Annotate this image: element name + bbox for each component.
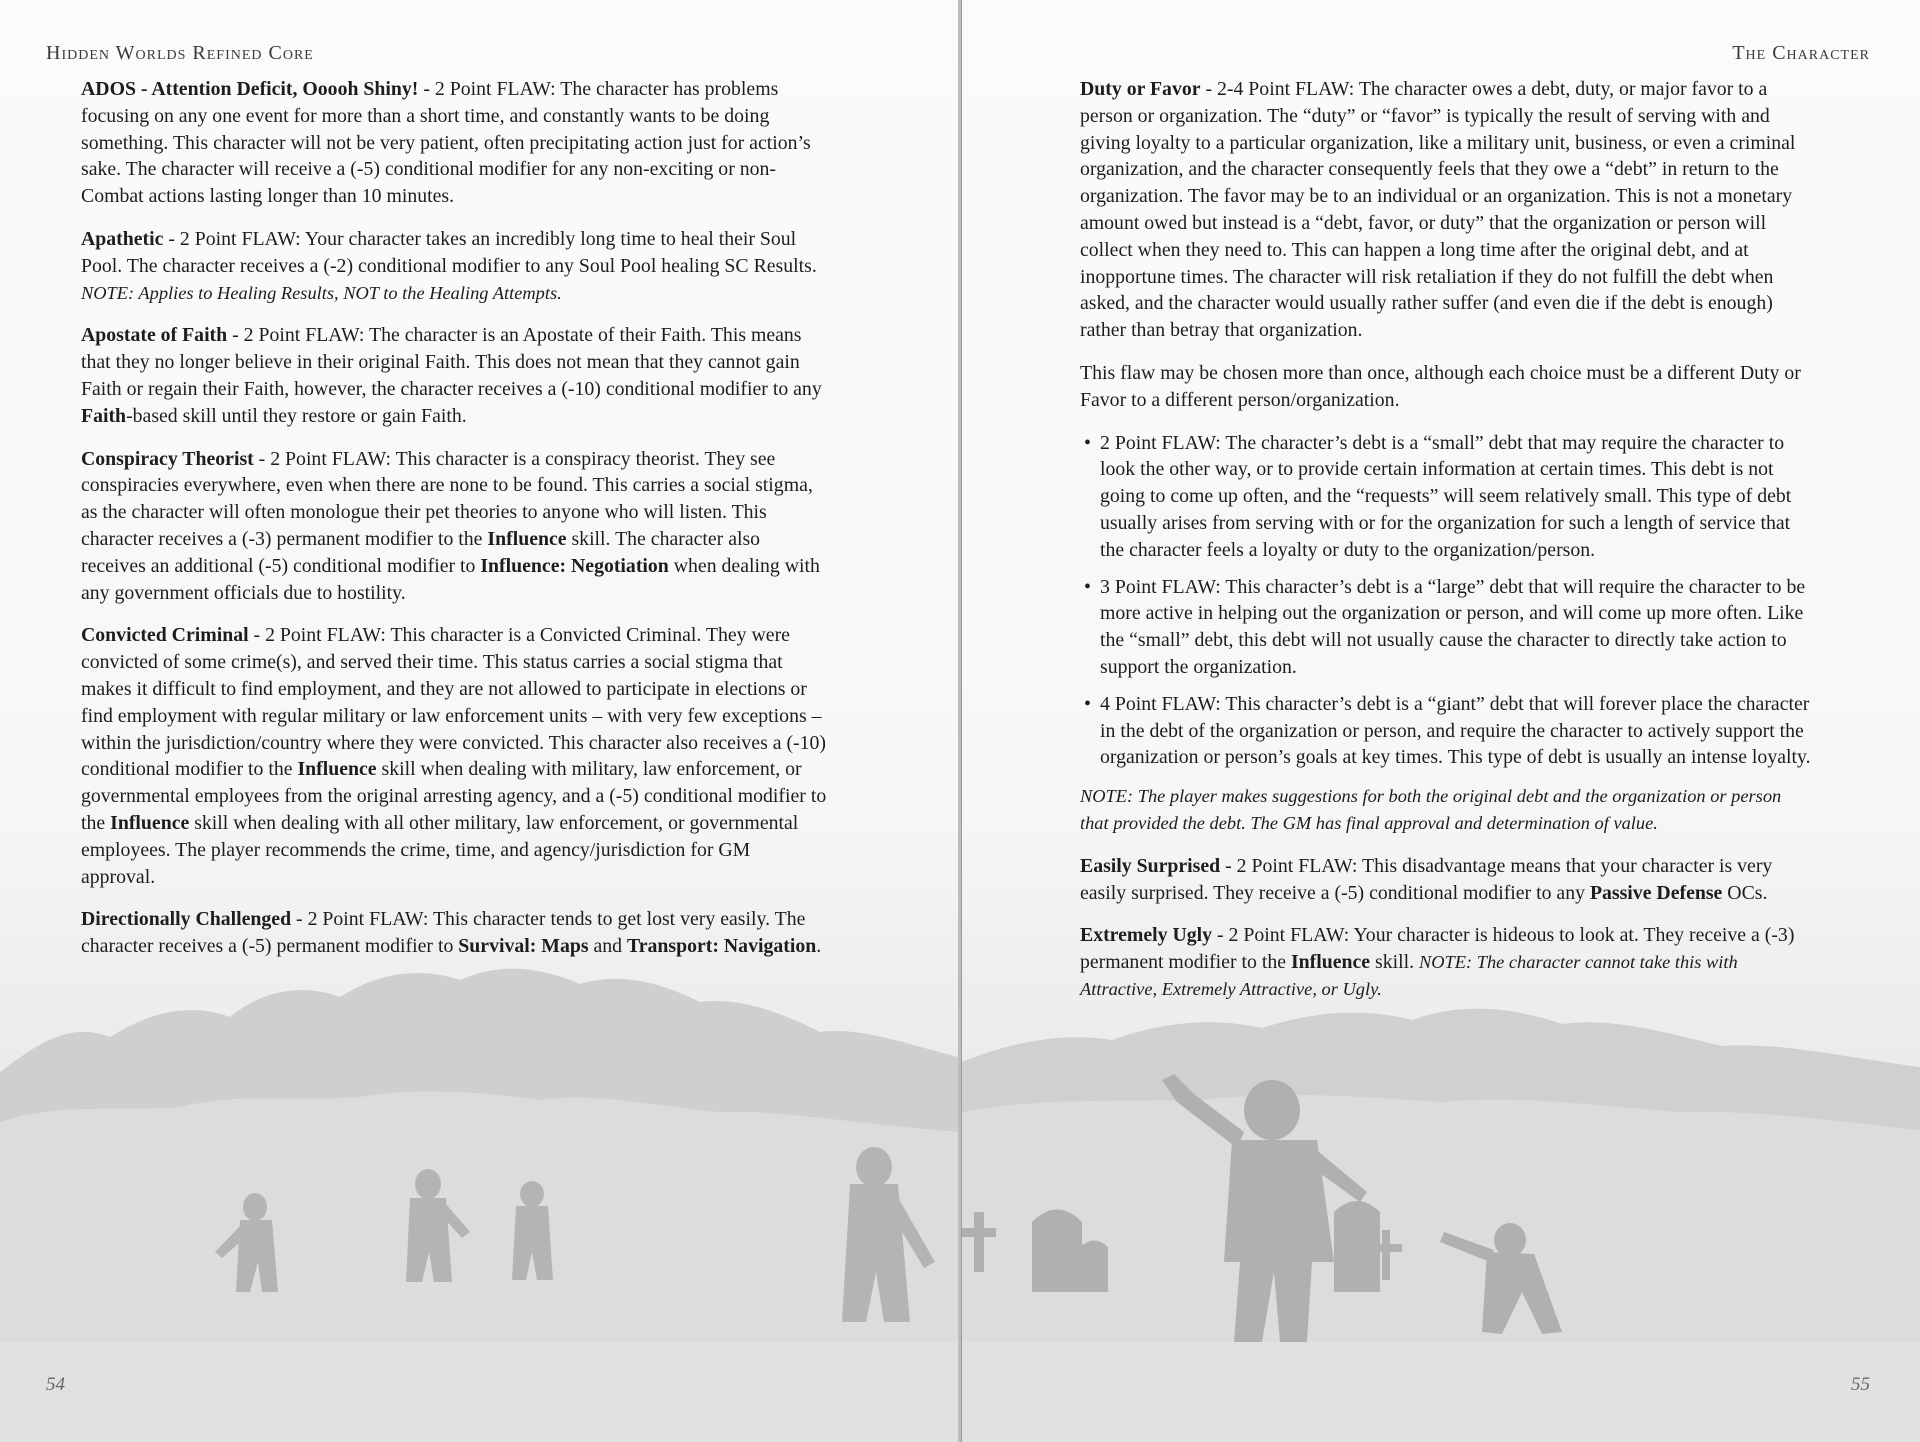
list-item <box>1080 574 1812 681</box>
flaw-body: skill when dealing with military, law enforcement, or governmental employees from the original arresting agency, and a (-5) conditional modifier to the <box>81 758 827 834</box>
flaw-body: skill when dealing with all other military, law enforcement, or governmental employees. The player recommends the crime, time, and agency/jurisdiction for GM approval. <box>81 811 799 888</box>
flaw-term: Apostate of Faith <box>81 324 228 347</box>
flaw-entry-duty-or-favor <box>1080 76 1812 344</box>
skill-name: Faith <box>81 404 127 427</box>
flaw-body: and <box>588 935 627 958</box>
flaw-term: Duty or Favor <box>1080 78 1201 100</box>
flaw-body: OCs. <box>1722 881 1768 904</box>
right-page-text <box>1080 76 1812 1019</box>
flaw-term: ADOS - Attention Deficit, Ooooh Shiny! <box>81 78 419 100</box>
flaw-entry-conspiracy <box>81 446 827 607</box>
flaw-entry-apathetic <box>81 226 827 306</box>
flaw-note: NOTE: Applies to Healing Results, NOT to the Healing Attempts. <box>81 282 562 303</box>
flaw-body: This disadvantage means that your character is very easily surprised. They receive a (-5) conditional modifier to any <box>1080 854 1773 904</box>
flaw-cost: - 2 Point FLAW: <box>418 78 561 100</box>
flaw-cost: - 2 Point FLAW: <box>1212 924 1354 947</box>
skill-name: Transport: Navigation <box>627 935 817 958</box>
flaw-body: Your character is hideous to look at. They receive a (-3) permanent modifier to the <box>1080 924 1795 974</box>
flaw-body: skill. <box>1370 951 1419 974</box>
flaw-body: . <box>816 935 822 958</box>
skill-name: Passive Defense <box>1589 881 1723 904</box>
bullet-icon: • <box>1084 431 1091 454</box>
flaw-term: Easily Surprised <box>1080 854 1221 877</box>
flaw-cost: - 2 Point FLAW: <box>163 227 305 250</box>
flaw-cost: - 2 Point FLAW: <box>1220 854 1362 877</box>
skill-name: Influence <box>110 811 190 834</box>
duty-note: NOTE: The player makes suggestions for both the original debt and the organization or person that provided the debt. The GM has final approval and determination of value. <box>1080 786 1782 833</box>
list-item <box>1080 430 1812 564</box>
right-page <box>961 0 1920 1442</box>
list-item-text: 4 Point FLAW: This character’s debt is a “giant” debt that will forever place the character in the debt of the organization or person, and require the character to actively support the organization or person’s goals at key times. This type of debt is usually an intense loyalty. <box>1100 692 1811 769</box>
flaw-body: Your character takes an incredibly long time to heal their Soul Pool. The character receives a (-2) conditional modifier to any Soul Pool healing SC Results. <box>81 227 817 277</box>
running-head-right: The Character <box>1732 42 1870 64</box>
flaw-term: Convicted Criminal <box>81 624 249 647</box>
debt-levels-list <box>1080 430 1812 772</box>
flaw-body: -based skill until they restore or gain Faith. <box>126 404 467 427</box>
flaw-entry-ados <box>81 76 827 210</box>
skill-name: Influence <box>1290 951 1371 974</box>
duty-paragraph: This flaw may be chosen more than once, although each choice must be a different Duty or Favor to a different person/organization. <box>1080 361 1801 411</box>
flaw-body: when dealing with any government officials due to hostility. <box>81 554 820 604</box>
bullet-icon: • <box>1084 692 1091 715</box>
flaw-cost: - 2 Point FLAW: <box>227 324 369 347</box>
flaw-body: This character tends to get lost very easily. The character receives a (-5) permanent modifier to <box>81 908 806 958</box>
flaw-cost: - 2 Point FLAW: <box>248 624 391 647</box>
flaw-body: This character is a Convicted Criminal. They were convicted of some crime(s), and served their time. This status carries a social stigma that makes it difficult to find employment, and they are not allowed to participate in elections or find employment with regular military or law enforcement units – with very few exceptions – within the jurisdiction/country where they were convicted. This character also receives a (-10) conditional modifier to the <box>81 624 826 781</box>
flaw-cost: - 2 Point FLAW: <box>291 908 433 931</box>
list-item-text: 3 Point FLAW: This character’s debt is a “large” debt that will require the character to be more active in helping out the organization or person, and will come up more often. Like the “small” debt, this debt will not usually cause the character to directly take action to support the organization. <box>1100 575 1806 678</box>
zombie-graveyard-illustration <box>962 962 1920 1442</box>
flaw-body: The character is an Apostate of their Faith. This means that they no longer believe in their original Faith. This does not mean that they cannot gain Faith or regain their Faith, however, the character receives a (-10) conditional modifier to any <box>81 324 822 400</box>
flaw-entry-easily-surprised <box>1080 853 1812 907</box>
flaw-entry-extremely-ugly <box>1080 922 1812 1002</box>
flaw-entry-apostate <box>81 322 827 429</box>
page-number-left: 54 <box>46 1374 65 1395</box>
flaw-body: The character owes a debt, duty, or major favor to a person or organization. The “duty” or “favor” is typically the result of serving with and giving loyalty to a particular organization, like a military unit, business, or even a criminal organization, and the character consequently feels that they owe a “debt” in return to the organization. The favor may be to an individual or an organization. This is not a monetary amount owed but instead is a “debt, favor, or duty” that the organization or person will collect when they need to. This can happen a long time after the original debt, and at inopportune times. The character will risk retaliation if they do not fulfill the debt when asked, and the character would usually rather suffer (and even die if the debt is enough) rather than betray that organization. <box>1080 78 1796 342</box>
left-page <box>0 0 959 1442</box>
flaw-term: Conspiracy Theorist <box>81 447 254 470</box>
skill-name: Influence: Negotiation <box>480 554 669 577</box>
skill-name: Influence <box>297 758 377 781</box>
skill-name: Influence <box>487 527 567 550</box>
flaw-term: Directionally Challenged <box>81 908 292 931</box>
flaw-cost: - 2 Point FLAW: <box>253 447 396 470</box>
flaw-note: NOTE: The character cannot take this with Attractive, Extremely Attractive, or Ugly. <box>1080 952 1738 999</box>
bullet-icon: • <box>1084 575 1091 598</box>
left-page-text <box>81 76 827 976</box>
flaw-body: skill. The character also receives an additional (-5) conditional modifier to <box>81 527 761 577</box>
flaw-entry-directionally <box>81 906 827 960</box>
flaw-entry-convicted <box>81 622 827 890</box>
page-number-right: 55 <box>1851 1374 1870 1395</box>
flaw-term: Extremely Ugly <box>1080 924 1213 947</box>
flaw-body: The character has problems focusing on any one event for more than a short time, and constantly wants to be doing something. This character will not be very patient, often precipitating action just for action’s sake. The character will receive a (-5) conditional modifier for any non-exciting or non-Combat actions lasting longer than 10 minutes. <box>81 78 811 208</box>
list-item-text: 2 Point FLAW: The character’s debt is a “small” debt that may require the character to look the other way, or to provide certain information at certain times. This debt is not going to come up often, and the “requests” will seem relatively small. This type of debt usually arises from serving with or for the organization for such a length of service that the character feels a loyalty or duty to the organization/person. <box>1100 431 1792 561</box>
flaw-body: This character is a conspiracy theorist. They see conspiracies everywhere, even when there are none to be found. This carries a social stigma, as the character will often monologue their pet theories to anyone who will listen. This character receives a (-3) permanent modifier to the <box>81 447 813 550</box>
skill-name: Survival: Maps <box>458 935 589 958</box>
running-head-left: Hidden Worlds Refined Core <box>46 42 314 64</box>
flaw-cost: - 2-4 Point FLAW: <box>1200 78 1359 100</box>
flaw-term: Apathetic <box>81 227 164 250</box>
list-item <box>1080 691 1812 771</box>
zombie-horde-illustration <box>0 962 958 1442</box>
